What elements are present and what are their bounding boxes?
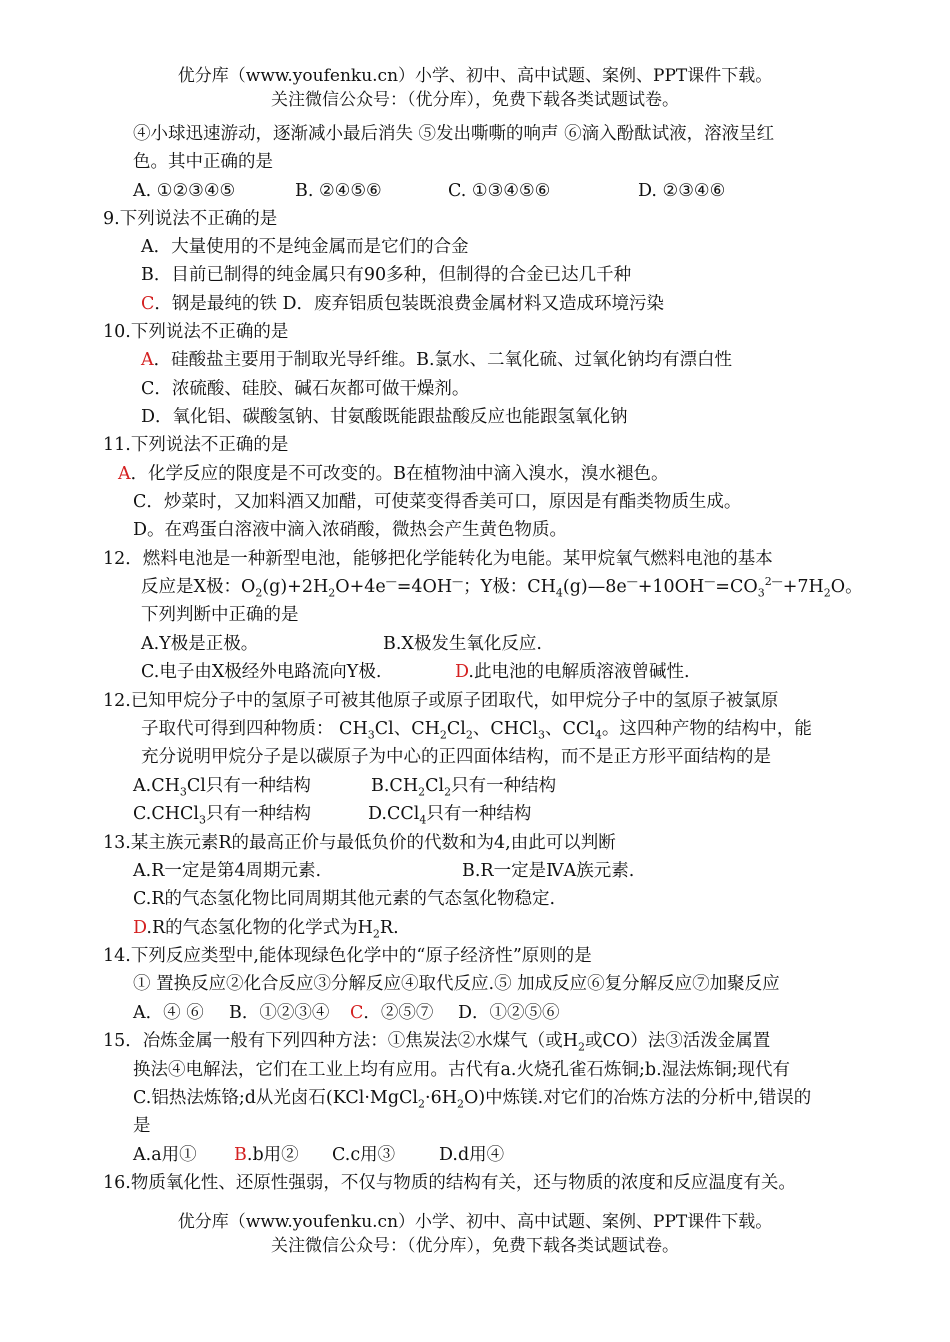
q11-answer-letter: A [118, 464, 131, 484]
q13-option-a: A.R一定是第4周期元素. [133, 861, 322, 881]
q12a-rx-sub: 2 [255, 586, 263, 600]
q15-sub: 2 [418, 1097, 426, 1111]
q12a-rx-1: 反应是X极：O [141, 577, 256, 597]
q12b-line-3: 充分说明甲烷分子是以碳原子为中心的正四面体结构，而不是正方形平面结构的是 [141, 747, 771, 767]
q15-options [0, 1141, 950, 1169]
q12a-rx-sup: — [385, 575, 397, 589]
q12a-answer-letter: D [455, 662, 469, 682]
footer-line-1: 优分库（www.youfenku.cn）小学、初中、高中试题、案例、PPT课件下载。 [177, 1212, 773, 1232]
q13-option-d [133, 914, 399, 942]
q12b-l2-part: 、CCl [545, 719, 595, 739]
q10-option-d: D．氧化铝、碳酸氢钠、甘氨酸既能跟盐酸反应也能跟氢氧化钠 [141, 407, 628, 427]
q10-option-ab [141, 346, 732, 374]
q10-option-ab-text: ．硅酸盐主要用于制取光导纤维。B.氯水、二氧化硫、过氧化钠均有漂白性 [153, 350, 733, 370]
q15-sub: 2 [456, 1097, 464, 1111]
q13-options-ab [0, 857, 950, 885]
q14-answer-letter: C [350, 1003, 364, 1023]
q15-line-1 [103, 1027, 770, 1055]
q12a-option-d [455, 658, 690, 686]
q13-sub: 2 [372, 927, 380, 941]
q14-stem: 14.下列反应类型中,能体现绿色化学中的“原子经济性”原则的是 [103, 946, 592, 966]
q12a-judge: 下列判断中正确的是 [141, 605, 299, 625]
q14-c-text: ．②⑤⑦ [363, 1003, 434, 1023]
q15-b-text: .b用② [246, 1145, 299, 1165]
header-line-1: 优分库（www.youfenku.cn）小学、初中、高中试题、案例、PPT课件下载。 [177, 66, 773, 86]
q12b-b-part: 只有一种结构 [451, 776, 557, 796]
q12b-sub: 2 [418, 785, 426, 799]
q15-option-b [234, 1141, 299, 1169]
q8-option-b: B. ②④⑤⑥ [295, 181, 382, 201]
q12b-a-part: A.CH [133, 776, 180, 796]
q9-answer-letter: C [141, 294, 155, 314]
q12a-reaction [141, 573, 863, 601]
q12a-rx-2: (g)+2H [262, 577, 329, 597]
q12a-rx-5: ；Y极：CH [463, 577, 556, 597]
q12a-rx-sub: 4 [555, 586, 563, 600]
q12b-options-cd [0, 800, 950, 828]
q15-line-4: 是 [133, 1116, 151, 1136]
q12a-option-c: C.电子由X极经外电路流向Y极. [141, 662, 382, 682]
q12b-line-1: 12.已知甲烷分子中的氢原子可被其他原子或原子团取代，如甲烷分子中的氢原子被氯原 [103, 691, 779, 711]
q12b-sub: 3 [367, 728, 375, 742]
q12b-option-a [133, 772, 311, 800]
q10-stem: 10.下列说法不正确的是 [103, 322, 289, 342]
footer-line-2: 关注微信公众号：（优分库），免费下载各类试题试卷。 [271, 1236, 679, 1256]
q11-option-ab-text: ．化学反应的限度是不可改变的。B在植物油中滴入溴水，溴水褪色。 [130, 464, 669, 484]
q12b-a-part: Cl只有一种结构 [186, 776, 311, 796]
q8-line-2: 色。其中正确的是 [133, 152, 273, 172]
q9-stem: 9.下列说法不正确的是 [103, 209, 278, 229]
q12b-option-b [371, 772, 556, 800]
q8-option-c: C. ①③④⑤⑥ [448, 181, 551, 201]
q15-sub: 2 [578, 1040, 586, 1054]
q12a-option-b: B.X极发生氧化反应. [383, 634, 542, 654]
q13-option-c: C.R的气态氢化物比同周期其他元素的气态氢化物稳定. [133, 889, 556, 909]
q12b-sub: 3 [198, 813, 206, 827]
q12b-d-part: 只有一种结构 [426, 804, 532, 824]
q12b-sub: 2 [465, 728, 473, 742]
q12b-l2-part: 。这四种产物的结构中，能 [601, 719, 812, 739]
q12b-sub: 4 [594, 728, 602, 742]
q12b-c-part: C.CHCl [133, 804, 199, 824]
q15-l1-part: 15．冶炼金属一般有下列四种方法：①焦炭法②水煤气（或H [103, 1031, 579, 1051]
q11-option-d: D。在鸡蛋白溶液中滴入浓硝酸，微热会产生黄色物质。 [133, 520, 568, 540]
q15-l3-part: ·6H [425, 1088, 457, 1108]
q13-d-part: .R的气态氢化物的化学式为H [146, 918, 373, 938]
q12a-option-d-text: .此电池的电解质溶液曾碱性. [468, 662, 690, 682]
q11-option-ab [118, 460, 669, 488]
q13-stem: 13.某主族元素R的最高正价与最低负价的代数和为4,由此可以判断 [103, 833, 616, 853]
q13-d-part: R. [379, 918, 399, 938]
q12a-rx-sup: — [452, 575, 464, 589]
q13-answer-letter: D [133, 918, 147, 938]
q15-line-2: 换法④电解法，它们在工业上均有应用。古代有a.火烧孔雀石炼铜;b.湿法炼铜;现代有 [133, 1060, 791, 1080]
q12b-d-part: D.CCl [368, 804, 420, 824]
q12b-sub: 4 [419, 813, 427, 827]
q12a-rx-9: +7H [782, 577, 824, 597]
q9-option-cd [141, 290, 664, 318]
q9-option-b: B．目前已制得的纯金属只有90多种，但制得的合金已达几千种 [141, 265, 632, 285]
q12a-rx-6: (g)—8e [562, 577, 627, 597]
q15-option-c: C.c用③ [332, 1145, 396, 1165]
q8-option-d: D. ②③④⑥ [638, 181, 726, 201]
q15-l3-part: O)中炼镁.对它们的冶炼方法的分析中,错误的 [463, 1088, 812, 1108]
q8-option-a: A. ①②③④⑤ [133, 181, 236, 201]
q12a-rx-sup: — [626, 575, 638, 589]
q12a-rx-sup: — [704, 575, 716, 589]
q14-option-d: D．①②⑤⑥ [458, 1003, 560, 1023]
q10-option-c: C．浓硫酸、硅胶、碱石灰都可做干燥剂。 [141, 379, 470, 399]
q12a-rx-sub: 2 [328, 586, 336, 600]
q14-option-c [350, 999, 433, 1027]
q12a-rx-3: O+4e [335, 577, 386, 597]
q15-answer-letter: B [234, 1145, 247, 1165]
q12b-l2-part: 子取代可得到四种物质： CH [141, 719, 368, 739]
q9-option-cd-text: ．钢是最纯的铁 D．废弃铝质包装既浪费金属材料又造成环境污染 [154, 294, 664, 314]
q12a-rx-sup: 2— [764, 575, 783, 589]
q14-types: ① 置换反应②化合反应③分解反应④取代反应.⑤ 加成反应⑥复分解反应⑦加聚反应 [133, 974, 780, 994]
q14-option-a: A．④ ⑥ [133, 1003, 204, 1023]
q9-option-a: A．大量使用的不是纯金属而是它们的合金 [141, 237, 469, 257]
q12b-c-part: 只有一种结构 [205, 804, 311, 824]
q12b-option-c [133, 800, 311, 828]
q15-line-3 [133, 1084, 811, 1112]
q12b-sub: 3 [538, 728, 545, 742]
q12b-sub: 2 [439, 728, 447, 742]
q12b-b-part: B.CH [371, 776, 419, 796]
q15-option-d: D.d用④ [439, 1145, 505, 1165]
q12a-rx-sub: 3 [757, 586, 765, 600]
q11-option-c: C．炒菜时，又加料酒又加醋，可使菜变得香美可口，原因是有酯类物质生成。 [133, 492, 742, 512]
q10-answer-letter: A [141, 350, 154, 370]
q13-option-b: B.R一定是ⅣA族元素. [462, 861, 635, 881]
q12b-sub: 2 [444, 785, 452, 799]
header-line-2: 关注微信公众号：（优分库），免费下载各类试题试卷。 [271, 90, 679, 110]
q12a-option-a: A.Y极是正极。 [141, 634, 259, 654]
q14-options [0, 999, 950, 1027]
q12a-rx-4: =4OH [396, 577, 453, 597]
q12b-options-ab [0, 772, 950, 800]
q11-stem: 11.下列说法不正确的是 [103, 435, 289, 455]
q12a-rx-10: O。 [830, 577, 863, 597]
q12b-l2-part: 、CHCl [472, 719, 538, 739]
q12a-options-cd [0, 658, 950, 686]
q12b-line-2 [141, 715, 812, 743]
q12a-rx-sub: 2 [823, 586, 831, 600]
q12b-l2-part: Cl [446, 719, 466, 739]
q8-line-1: ④小球迅速游动，逐渐减小最后消失 ⑤发出嘶嘶的响声 ⑥滴入酚酞试液，溶液呈红 [133, 124, 775, 144]
q12b-option-d [368, 800, 531, 828]
q14-option-b: B．①②③④ [229, 1003, 330, 1023]
q15-l1-part: 或CO）法③活泼金属置 [585, 1031, 771, 1051]
q12a-stem: 12．燃料电池是一种新型电池，能够把化学能转化为电能。某甲烷氧气燃料电池的基本 [103, 549, 773, 569]
q15-l3-part: C.铝热法炼铬;d从光卤石(KCl·MgCl [133, 1088, 419, 1108]
q8-options [0, 177, 950, 205]
q12b-l2-part: Cl、CH [374, 719, 440, 739]
q12a-rx-8: =CO [715, 577, 758, 597]
q12b-sub: 3 [179, 785, 187, 799]
q12a-options-ab [0, 630, 950, 658]
q16-stem: 16.物质氧化性、还原性强弱，不仅与物质的结构有关，还与物质的浓度和反应温度有关。 [103, 1173, 796, 1193]
q12b-b-part: Cl [425, 776, 445, 796]
q15-option-a: A.a用① [133, 1145, 197, 1165]
q12a-rx-7: +10OH [637, 577, 705, 597]
